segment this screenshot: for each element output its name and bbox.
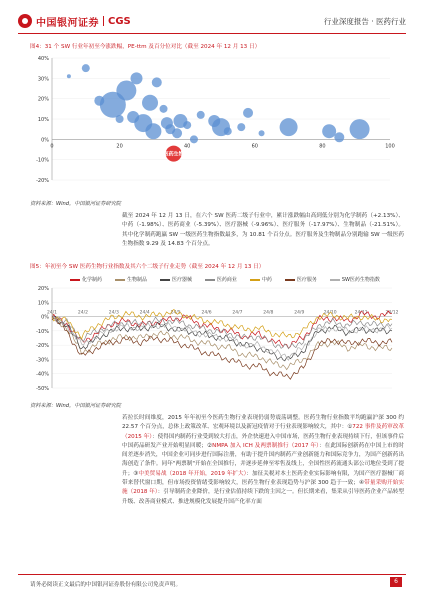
paragraph-text: ：加征关税对本土医药企业实际影响有限，为国产医疗器械厂商带来替代窗口期，但市场投资情绪受影响较大，医药生物行业表现趋势与沪深 300 趋于一致；④ [122,470,404,487]
paragraph-text: ：使得国内制药行业受到较大打击，外企快速进入中国市场，医药生物行业表现持续下行，但该事件后中国药品研发产业开始明显回暖；② [122,433,404,449]
scatter-point [259,130,265,136]
legend-label: SW医药生物指数 [341,277,380,283]
legend-swatch [115,279,125,281]
logo-mark-icon [18,14,32,28]
line-y-tick: 20% [37,286,49,292]
scatter-point [142,95,158,111]
legend-item [250,276,272,283]
scatter-point [82,64,90,72]
footer-divider [18,574,406,575]
scatter-point [322,124,336,138]
legend-item [70,276,102,283]
scatter-y-tick: -10% [36,157,49,164]
line-y-tick: 0% [41,314,49,321]
figure5-source: 资料来源：Wind，中国银河证券研究院 [30,403,121,409]
logo-text: 中国银河证券 [36,17,99,29]
scatter-y-tick: 40% [37,56,49,62]
scatter-x-tick: 20 [116,143,123,150]
scatter-point [197,111,205,119]
header-divider [18,33,406,34]
figure5-title: 图5：年初至今 SW 医药生物行业指数及其六个二级子行业走势（截至 2024 年 12 月 13 日） [30,264,265,270]
disclaimer-text: 请务必阅读正文最后的中国银河证券股份有限公司免责声明。 [30,582,182,588]
scatter-point [243,108,253,118]
line-y-tick: -30% [36,357,49,364]
legend-label: 中药 [261,277,272,283]
line-x-tick: 24/8 [263,310,274,316]
paragraph-text: ：在此国际创新药在中国上市的时间差逐步消失，中国企业可同步进行国际注册，有助于提升国内制药产业创新能力和国际竞争力，为国产创新药出海创造了条件。同年"两票制"开始在全国推行，并逐步延伸至零售及线上，全国性医药流通头部公司地位受到了提升；③ [122,442,404,477]
paragraph-text: ：引导制药企业降价，是行业估值持续下跌的主因之一。但长期来看，集采从引导医药企业产品转型升级、改善商业模式、推进规模化发展提升国产化率方面 [122,489,404,505]
legend-item [115,276,147,283]
legend-swatch [285,279,295,281]
company-logo [18,13,131,29]
line-x-tick: 24/10 [323,310,337,316]
legend-label: 医疗服务 [296,277,317,283]
line-x-tick: 24/11 [354,310,368,316]
paragraph-2 [122,414,404,507]
legend-item [285,276,317,283]
legend-swatch [160,279,170,281]
scatter-y-tick: 10% [37,117,49,123]
figure4-title: 图4：31 个 SW 行业年初至今涨跌幅，PE-ttm 及百分位对比（截至 2024 年 12 月 13 日） [30,44,261,50]
highlighted-event: 722 事件及药审改革（2015 年） [122,424,404,440]
scatter-point [350,119,370,139]
line-x-tick: 24/9 [294,310,305,316]
line-y-tick: -20% [36,343,49,350]
scatter-y-tick: -20% [36,178,49,184]
highlighted-event: 中美贸易战（2018 年开始，2019 年扩大） [138,470,247,477]
scatter-x-tick: 80 [319,143,326,150]
legend-label: 化学制药 [82,277,103,283]
line-chart [30,284,398,396]
logo-cgs: CGS [108,15,131,27]
scatter-point [67,74,71,78]
paragraph-text: 若拉长时间维度，2015 年年初至今医药生物行业表现仍弱势震荡调整。医药生物行业指数平均跑赢沪深 300 约 22.57 个百分点，总体上政策改革、宏观环境以及新冠疫情对于行业表现影响较大，其中：① [122,415,404,431]
legend-swatch [330,279,340,281]
scatter-x-tick: 0 [50,143,54,150]
legend-item [330,276,380,283]
line-x-tick: 24/2 [77,310,88,316]
line-y-tick: -40% [36,371,49,378]
scatter-point [145,123,161,139]
legend-item [205,276,237,283]
scatter-chart [30,52,398,192]
legend-swatch [205,279,215,281]
scatter-y-tick: 20% [37,96,49,103]
logo-separator [103,16,104,26]
highlighted-event: NMPA 加入 ICH 及两票制推行（2017 年） [212,442,320,449]
legend-label: 医疗器械 [171,277,192,283]
scatter-point [160,105,168,113]
scatter-x-tick: 60 [251,143,258,150]
scatter-point [172,128,182,138]
scatter-highlight-label: 医药生物 [163,151,184,158]
scatter-point [280,118,298,136]
report-category: 行业深度报告 · 医药行业 [323,17,406,26]
scatter-point [131,72,143,84]
scatter-x-tick: 40 [184,143,191,150]
line-y-tick: -10% [36,328,49,335]
line-x-tick: 24/3 [108,310,119,316]
scatter-point [190,135,198,143]
line-x-tick: 24/12 [385,310,398,316]
legend-swatch [70,279,80,281]
scatter-x-tick: 100 [385,143,395,150]
legend-swatch [250,279,260,281]
line-x-tick: 24/6 [201,310,212,316]
page-header [0,0,424,34]
line-y-tick: 10% [37,300,49,307]
scatter-point [237,123,245,131]
scatter-point [116,81,136,101]
line-x-tick: 24/7 [232,310,243,316]
line-y-tick: -50% [36,386,49,392]
scatter-point [116,115,124,123]
legend-label: 医药商业 [216,277,237,283]
figure4-source: 资料来源：Wind，中国银河证券研究院 [30,201,121,207]
line-x-tick: 24/5 [170,310,181,316]
scatter-point [224,127,232,135]
paragraph-1: 截至 2024 年 12 月 13 日，在六个 SW 医药二级子行业中，累计涨跌幅由高到低分别为化学制药（+2.13%）、中药（-1.98%）、医药商业（-5.39%）、医疗器械（-9.96%）、医疗服务（-17.97%）、生物制品（-21.51%）。其中化学制药跑赢 SW 一级医药生物指数最多，为 10.81 个百分点。医疗服务及生物制品分别跑输 SW 一级医药生物指数 9.29 及 14.83 个百分点。 [122,213,404,247]
line-chart-legend [70,276,380,283]
scatter-y-tick: 0% [41,137,49,144]
line-x-tick: 24/4 [139,310,150,316]
page-number: 6 [390,577,402,587]
scatter-point [183,121,191,129]
scatter-point [152,77,162,87]
highlighted-event: 带量采购开始实施（2018 年） [122,480,404,496]
scatter-y-tick: 30% [37,76,49,83]
scatter-point [334,132,344,142]
legend-item [160,276,192,283]
line-x-tick: 24/1 [46,310,58,316]
legend-label: 生物制品 [126,277,147,283]
